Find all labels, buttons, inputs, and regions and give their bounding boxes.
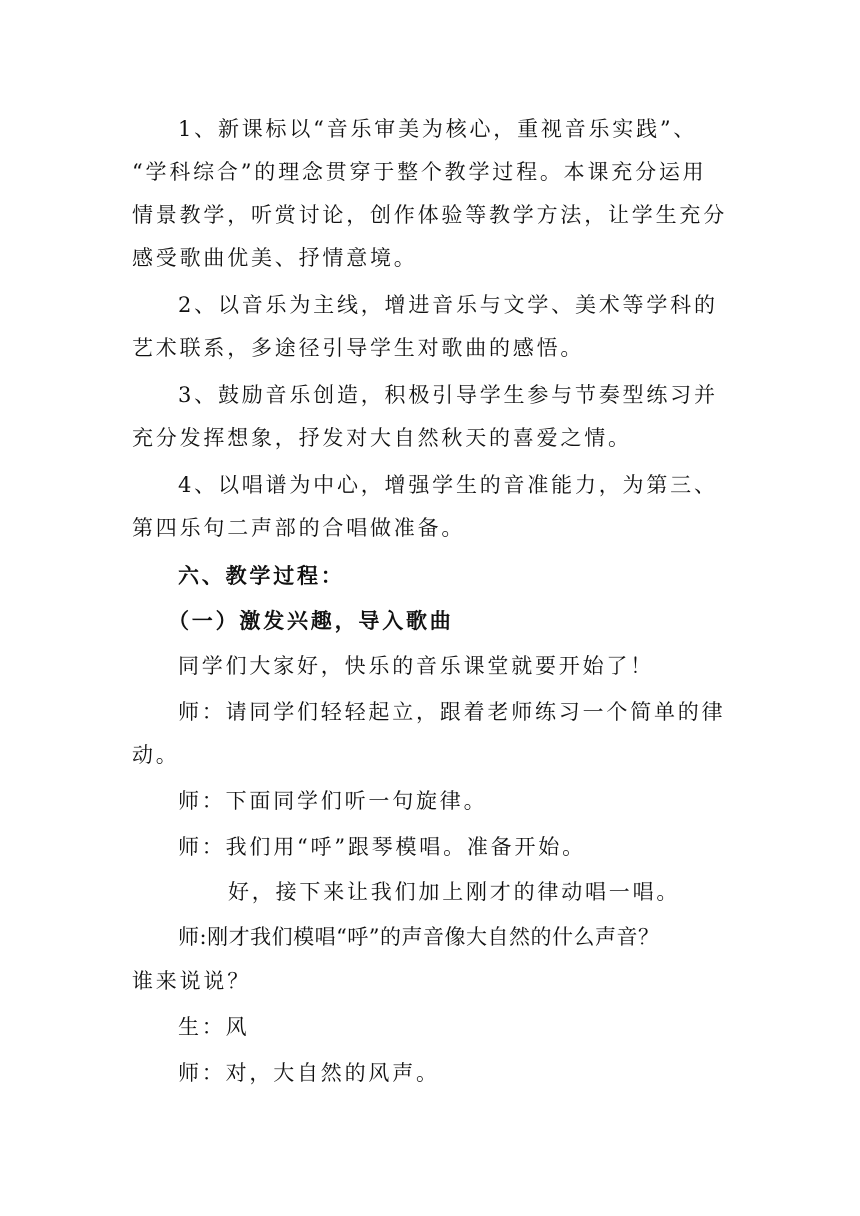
dialogue-line-7: 生：风 bbox=[178, 1015, 250, 1039]
paragraph-1-line-1: 1、新课标以“音乐审美为核心，重视音乐实践”、 bbox=[178, 117, 698, 141]
dialogue-line-6b: 谁来说说？ bbox=[132, 969, 251, 993]
dialogue-line-2b: 动。 bbox=[132, 743, 180, 767]
paragraph-2-line-1: 2、以音乐为主线，增进音乐与文学、美术等学科的 bbox=[178, 293, 718, 317]
dialogue-line-8: 师：对，大自然的风声。 bbox=[178, 1061, 440, 1085]
dialogue-line-4: 师：我们用“呼”跟琴模唱。准备开始。 bbox=[178, 835, 586, 859]
dialogue-line-5: 好，接下来让我们加上刚才的律动唱一唱。 bbox=[228, 880, 681, 904]
dialogue-line-2a: 师：请同学们轻轻起立，跟着老师练习一个简单的律 bbox=[178, 700, 726, 724]
paragraph-4-line-2: 第四乐句二声部的合唱做准备。 bbox=[132, 516, 466, 540]
dialogue-line-1: 同学们大家好，快乐的音乐课堂就要开始了！ bbox=[178, 654, 654, 678]
paragraph-2-line-2: 艺术联系，多途径引导学生对歌曲的感悟。 bbox=[132, 336, 585, 360]
paragraph-1-line-3: 情景教学，听赏讨论，创作体验等教学方法，让学生充分 bbox=[132, 203, 727, 227]
paragraph-1-line-4: 感受歌曲优美、抒情意境。 bbox=[132, 246, 418, 270]
paragraph-4-line-1: 4、以唱谱为中心，增强学生的音准能力，为第三、 bbox=[178, 473, 718, 497]
paragraph-1-line-2: “学科综合”的理念贯穿于整个教学过程。本课充分运用 bbox=[132, 160, 707, 184]
dialogue-line-6a: 师:刚才我们模唱“呼”的声音像大自然的什么声音？ bbox=[178, 925, 660, 949]
dialogue-line-3: 师：下面同学们听一句旋律。 bbox=[178, 789, 488, 813]
section-heading: 六、教学过程： bbox=[178, 563, 345, 588]
subsection-heading: （一）激发兴趣，导入歌曲 bbox=[168, 608, 454, 633]
paragraph-3-line-2: 充分发挥想象，抒发对大自然秋天的喜爱之情。 bbox=[132, 426, 632, 450]
paragraph-3-line-1: 3、鼓励音乐创造，积极引导学生参与节奏型练习并 bbox=[178, 383, 718, 407]
